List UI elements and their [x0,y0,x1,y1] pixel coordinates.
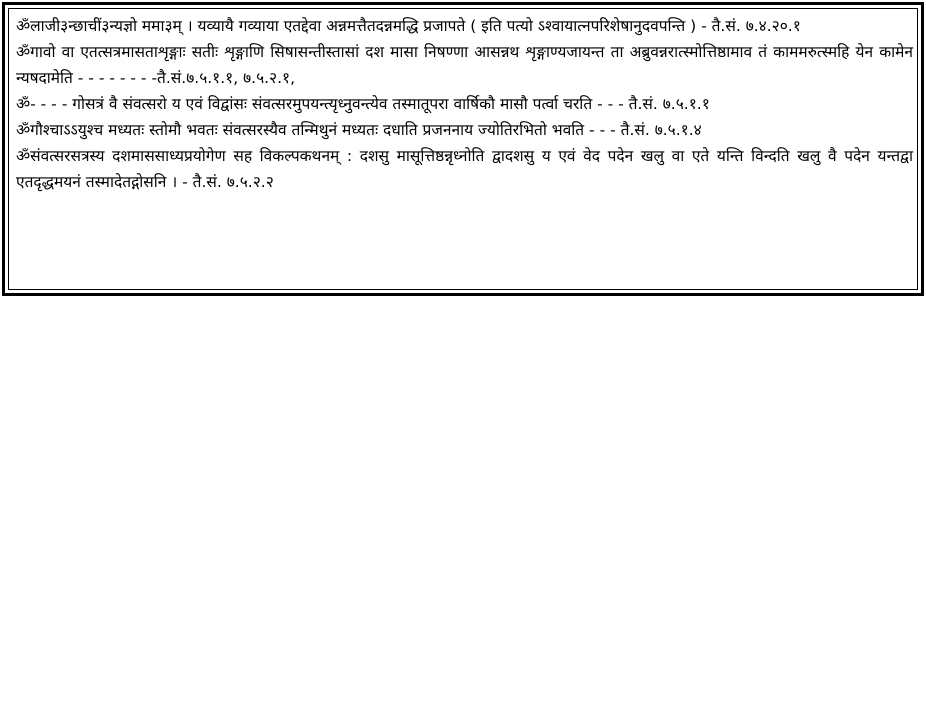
text-line: ॐसंवत्सरसत्रस्य दशमाससाध्यप्रयोगेण सह विकल्पकथनम् : दशसु मासूत्तिष्ठन्नृध्नोति द्वादशसु य एवं वेद पदेन खलु वा एते यन्ति विन्दति खलु वै पदेन यन्तद्वा एतदृद्धमयनं तस्मादेतद्गोसनि । - तै.सं. ७.५.२.२ [16,147,913,191]
text-box-content [8,8,918,290]
text-box [2,2,924,296]
text-line: ॐगावो वा एतत्सत्रमासताशृङ्गाः सतीः शृङ्गाणि सिषासन्तीस्तासां दश मासा निषण्णा आसन्नथ शृङ्गाण्यजायन्त ता अब्रुवन्नरात्स्मोत्तिष्ठामाव तं काममरुत्स्महि येन कामेन न्यषदामेति - - - - - - - -तै.सं.७.५.१.१, ७.५.२.१, [16,43,913,87]
text-line: ॐगौश्चाऽऽयुश्च मध्यतः स्तोमौ भवतः संवत्सरस्यैव तन्मिथुनं मध्यतः दधाति प्रजननाय ज्योतिरभितो भवति - - - तै.सं. ७.५.१.४ [16,121,702,139]
text-line: ॐ- - - - गोसत्रं वै संवत्सरो य एवं विद्वांसः संवत्सरमुपयन्त्यृध्नुवन्त्येव तस्मातूपरा वार्षिकौ मासौ पर्त्वा चरति - - - तै.सं. ७.५.१.१ [16,95,710,113]
text-line: ॐलाजी३न्छाचीं३न्यज्ञो ममा३म् । यव्यायै गव्याया एतद्देवा अन्नमत्तैतदन्नमद्धि प्रजापते ( इति पत्यो ऽश्वायात्नपरिशेषानुदवपन्ति ) - तै.सं. ७.४.२०.१ [16,17,801,35]
